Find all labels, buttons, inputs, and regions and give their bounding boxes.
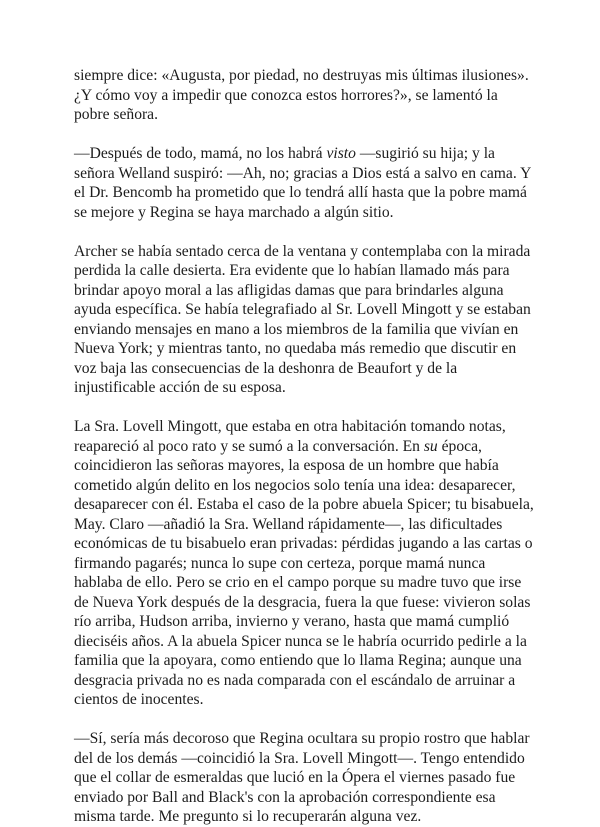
paragraph-text: Archer se había sentado cerca de la ventana y contemplaba con la mirada perdida la calle desierta. Era evidente que lo habían llamado más para brindar apoyo moral a las afligidas damas que para brindarles alguna ayuda específica. Se había telegrafiado al Sr. Lovell Mingott y se estaban enviando mensajes en mano a los miembros de la familia que vivían en Nueva York; y mientras tanto, no quedaba más remedio que discutir en voz baja las consecuencias de la deshonra de Beaufort y de la injustificable acción de su esposa. (74, 242, 531, 396)
paragraph-text: —Después de todo, mamá, no los habrá (74, 145, 327, 162)
italic-emphasis: su (423, 437, 438, 455)
italic-emphasis: visto (326, 145, 356, 162)
paragraph-5 (74, 729, 534, 827)
paragraph-text: —Sí, sería más decoroso que Regina ocultara su propio rostro que hablar del de los demás —coincidió la Sra. Lovell Mingott—. Tengo entendido que el collar de esmeraldas que lució en la Ópera el viernes pasado fue enviado por Ball and Black's con la aprobación correspondiente esa misma tarde. Me pregunto si lo recuperarán alguna vez. (74, 730, 530, 825)
paragraph-text: siempre dice: «Augusta, por piedad, no destruyas mis últimas ilusiones». ¿Y cómo voy a impedir que conozca estos horrores?», se lamentó la pobre señora. (74, 67, 529, 123)
paragraph-1 (74, 66, 534, 125)
paragraph-text: La Sra. Lovell Mingott, que estaba en otra habitación tomando notas, reapareció al poco rato y se sumó a la conversación. En (74, 418, 506, 455)
paragraph-3 (74, 242, 534, 398)
paragraph-text: —sugirió su hija; y la señora Welland suspiró: —Ah, no; gracias a Dios está a salvo en cama. Y el Dr. Bencomb ha prometido que lo tendrá allí hasta que la pobre mamá se mejore y Regina se haya marchado a algún sitio. (74, 145, 531, 221)
paragraph-2 (74, 144, 534, 222)
document-page (74, 66, 534, 827)
paragraph-4 (74, 417, 534, 710)
paragraph-text: época, coincidieron las señoras mayores, la esposa de un hombre que había cometido algún delito en los negocios solo tenía una idea: desaparecer, desaparecer con él. Estaba el caso de la pobre abuela Spicer; tu bisabuela, May. Claro —añadió la Sra. Welland rápidamente—, las dificultades económicas de tu bisabuelo eran privadas: pérdidas jugando a las cartas o firmando pagarés; nunca lo supe con certeza, porque mamá nunca hablaba de ello. Pero se crio en el campo porque su madre tuvo que irse de Nueva York después de la desgracia, fuera la que fuese: vivieron solas río arriba, Hudson arriba, invierno y verano, hasta que mamá cumplió dieciséis años. A la abuela Spicer nunca se le habría ocurrido pedirle a la familia que la apoyara, como entiendo que lo llama Regina; aunque una desgracia privada no es nada comparada con el escándalo de arruinar a cientos de inocentes. (74, 437, 534, 708)
